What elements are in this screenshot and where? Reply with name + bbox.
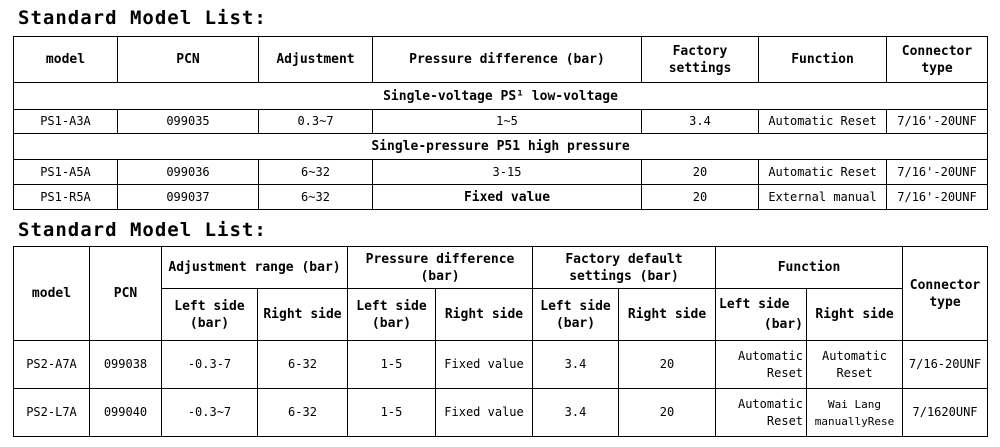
cell-fd-left: 3.4 [533, 389, 619, 437]
cell-adjustment: 6~32 [259, 185, 373, 210]
header-pressure-difference: Pressure difference (bar) [373, 37, 642, 83]
cell-pd-right: Fixed value [436, 341, 533, 389]
cell-adj-left: -0.3-7 [162, 341, 258, 389]
cell-pd-left: 1-5 [348, 389, 436, 437]
cell-factory: 20 [642, 185, 759, 210]
header-factory-default: Factory default settings (bar) [533, 247, 716, 289]
table-row [14, 341, 988, 389]
group-row-high-pressure [14, 134, 988, 160]
cell-fn-left-line1: Automatic [737, 348, 804, 363]
cell-fn-left-line2: Reset [766, 365, 804, 380]
subheader-right-side: Right side [807, 289, 903, 341]
subheader-left-side-line1: Left side [719, 296, 790, 312]
subheader-left-side-line2: (bar) [763, 316, 804, 332]
subheader-right-side: Right side [436, 289, 533, 341]
cell-pd-right: Fixed value [436, 389, 533, 437]
group-row-low-voltage [14, 83, 988, 110]
header-connector-type: Connector type [887, 37, 988, 83]
cell-connector: 7/16'-20UNF [887, 185, 988, 210]
cell-pressure: 3-15 [373, 160, 642, 185]
cell-connector: 7/16-20UNF [903, 341, 988, 389]
header-pcn: PCN [118, 37, 259, 83]
cell-pcn: 099035 [118, 110, 259, 134]
subheader-right-side: Right side [258, 289, 348, 341]
header-adjustment-range: Adjustment range (bar) [162, 247, 348, 289]
cell-factory: 20 [642, 160, 759, 185]
cell-function: Automatic Reset [759, 110, 887, 134]
cell-function: Automatic Reset [759, 160, 887, 185]
cell-factory: 3.4 [642, 110, 759, 134]
cell-pressure: Fixed value [373, 185, 642, 210]
cell-fn-right-line1: Automatic [822, 348, 888, 363]
cell-connector: 7/1620UNF [903, 389, 988, 437]
table-row [14, 389, 988, 437]
cell-fd-right: 20 [619, 341, 716, 389]
cell-fd-right: 20 [619, 389, 716, 437]
cell-connector: 7/16'-20UNF [887, 160, 988, 185]
header-pcn: PCN [90, 247, 162, 341]
table-row [14, 160, 988, 185]
cell-pcn: 099038 [90, 341, 162, 389]
cell-fn-right [807, 389, 903, 437]
header-function: Function [716, 247, 903, 289]
table-row [14, 110, 988, 134]
cell-pd-left: 1-5 [348, 341, 436, 389]
table1-header-row [14, 37, 988, 83]
cell-pcn: 099036 [118, 160, 259, 185]
table1-title: Standard Model List: [18, 7, 267, 29]
cell-connector: 7/16'-20UNF [887, 110, 988, 134]
cell-fn-left [716, 389, 807, 437]
header-connector-type: Connector type [903, 247, 988, 341]
cell-adj-left: -0.3~7 [162, 389, 258, 437]
subheader-left-side [716, 289, 807, 341]
cell-fd-left: 3.4 [533, 341, 619, 389]
header-pressure-difference: Pressure difference (bar) [348, 247, 533, 289]
cell-model: PS1-A5A [14, 160, 118, 185]
group-label: Single-voltage PS¹ low-voltage [14, 83, 988, 110]
cell-fn-left [716, 341, 807, 389]
cell-fn-right [807, 341, 903, 389]
cell-adj-right: 6-32 [258, 389, 348, 437]
table2-title: Standard Model List: [18, 219, 267, 241]
header-model: model [14, 37, 118, 83]
standard-model-table-2 [13, 246, 988, 437]
header-adjustment: Adjustment [259, 37, 373, 83]
cell-fn-right-line2: manuallyRese [814, 414, 895, 428]
subheader-left-side: Left side (bar) [162, 289, 258, 341]
cell-function: External manual [759, 185, 887, 210]
subheader-right-side: Right side [619, 289, 716, 341]
subheader-left-side: Left side (bar) [348, 289, 436, 341]
cell-model: PS1-A3A [14, 110, 118, 134]
cell-model: PS2-L7A [14, 389, 90, 437]
table-row [14, 185, 988, 210]
header-model: model [14, 247, 90, 341]
cell-model: PS1-R5A [14, 185, 118, 210]
header-function: Function [759, 37, 887, 83]
subheader-left-side: Left side (bar) [533, 289, 619, 341]
cell-model: PS2-A7A [14, 341, 90, 389]
cell-pcn: 099040 [90, 389, 162, 437]
cell-fn-left-line2: Reset [766, 413, 804, 428]
cell-adjustment: 0.3~7 [259, 110, 373, 134]
cell-adjustment: 6~32 [259, 160, 373, 185]
header-factory-settings: Factory settings [642, 37, 759, 83]
cell-pcn: 099037 [118, 185, 259, 210]
table2-header-row [14, 247, 988, 289]
cell-fn-left-line1: Automatic [737, 396, 804, 411]
group-label: Single-pressure P51 high pressure [14, 134, 988, 160]
cell-fn-right-line2: Reset [836, 365, 873, 380]
standard-model-table-1 [13, 36, 988, 210]
cell-pressure: 1~5 [373, 110, 642, 134]
cell-fn-right-line1: Wai Lang [828, 397, 881, 411]
cell-adj-right: 6-32 [258, 341, 348, 389]
